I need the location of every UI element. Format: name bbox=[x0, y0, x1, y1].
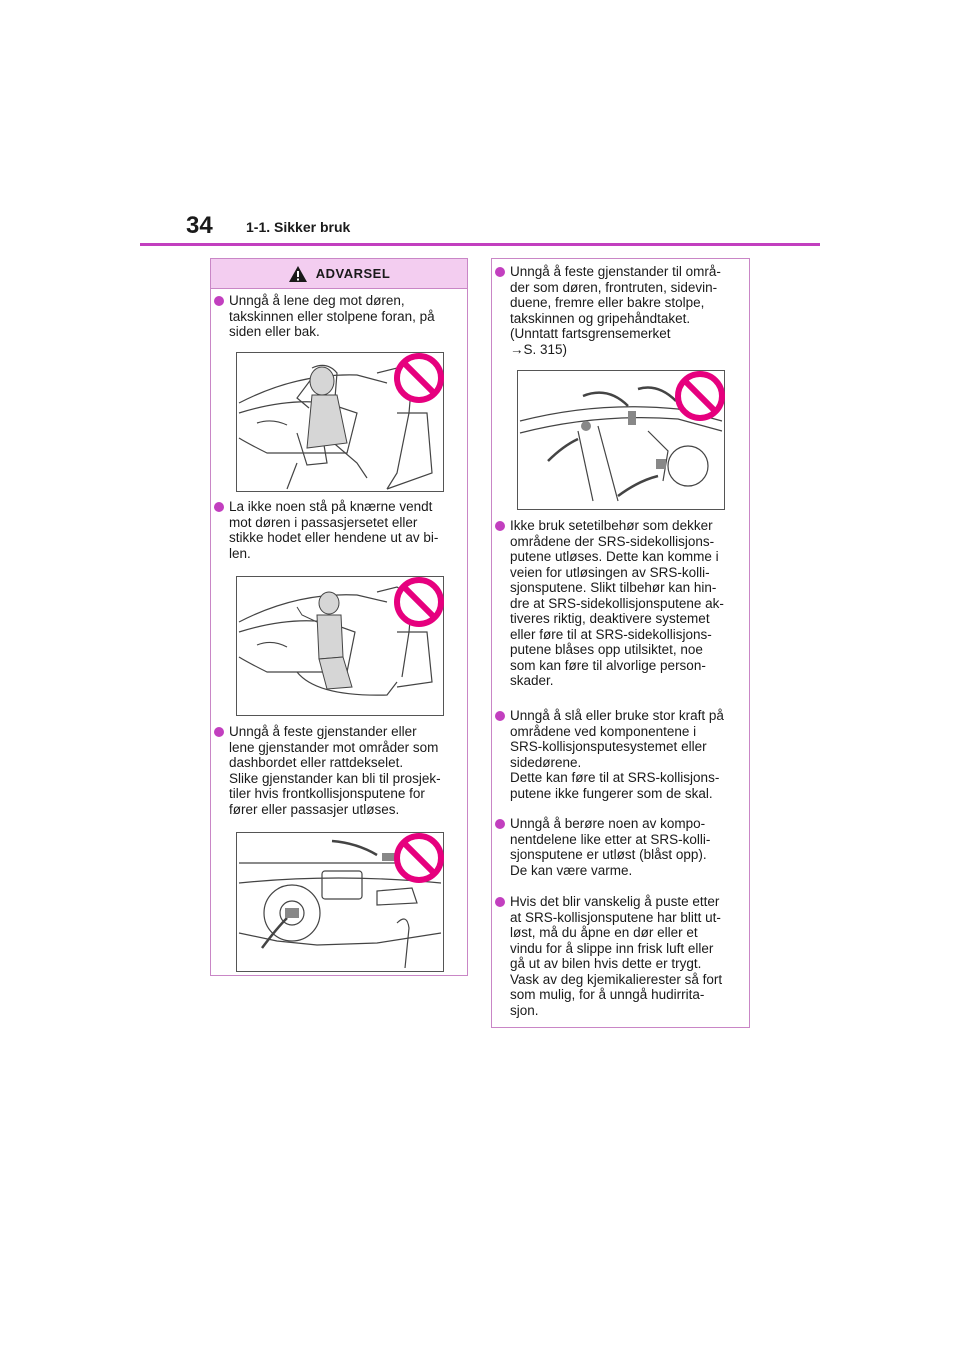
item-text: Unngå å lene deg mot døren, takskinnen eller stolpene foran, på siden eller bak. bbox=[229, 293, 435, 339]
list-item bbox=[495, 894, 748, 1018]
item-text: Unngå å slå eller bruke stor kraft på områdene ved komponentene i SRS-kollisjonsputesystemet eller sidedørene. Dette kan føre til at SRS-kollisjons- putene ikke fungerer som de skal. bbox=[510, 708, 724, 801]
list-item bbox=[214, 293, 466, 340]
list-item bbox=[214, 724, 466, 817]
list-item bbox=[495, 816, 748, 878]
page-number: 34 bbox=[186, 212, 213, 239]
bullet-dot-icon bbox=[495, 267, 505, 277]
prohibition-icon bbox=[393, 576, 445, 628]
item-text: Unngå å feste gjenstander eller lene gjenstander mot områder som dashbordet eller rattdekselet. Slike gjenstander kan bli til prosjek- tiler hvis frontkollisjonsputene for fører eller passasjer utløses. bbox=[229, 724, 441, 817]
list-item bbox=[495, 708, 748, 801]
list-item bbox=[495, 518, 748, 689]
prohibition-icon bbox=[393, 352, 445, 404]
bullet-dot-icon bbox=[495, 897, 505, 907]
bullet-dot-icon bbox=[214, 727, 224, 737]
warning-triangle-icon bbox=[288, 265, 308, 283]
list-item bbox=[214, 499, 466, 561]
list-item bbox=[495, 264, 748, 357]
warning-header bbox=[211, 259, 467, 289]
section-title: 1-1. Sikker bruk bbox=[246, 219, 351, 235]
prohibition-icon bbox=[674, 370, 726, 422]
header-rule bbox=[140, 243, 820, 246]
bullet-dot-icon bbox=[214, 296, 224, 306]
item-text: Hvis det blir vanskelig å puste etter at SRS-kollisjonsputene har blitt ut- løst, må du åpne en dør eller et vindu for å slippe inn frisk luft eller gå ut av bilen hvis dette er trygt. Vask av deg kjemikalierester så fort som mulig, for å unngå hudirrita- sjon. bbox=[510, 894, 723, 1018]
bullet-dot-icon bbox=[495, 711, 505, 721]
bullet-dot-icon bbox=[495, 819, 505, 829]
prohibition-icon bbox=[393, 832, 445, 884]
item-text: Ikke bruk setetilbehør som dekker områdene der SRS-sidekollisjons- putene utløses. Dette kan komme i veien for utløsingen av SRS-kolli- sjonsputene. Slikt tilbehør kan hin- dre at SRS-sidekollisjonsputene ak- tiveres riktig, deaktivere systemet eller føre til at SRS-sidekollisjons- putene blåses opp utilsiktet, noe som kan føre til alvorlige person- skader. bbox=[510, 518, 724, 688]
item-text: La ikke noen stå på knærne vendt mot døren i passasjersetet eller stikke hodet eller hendene ut av bi- len. bbox=[229, 499, 439, 561]
bullet-dot-icon bbox=[495, 521, 505, 531]
bullet-dot-icon bbox=[214, 502, 224, 512]
item-text: Unngå å berøre noen av kompo- nentdelene like etter at SRS-kolli- sjonsputene er utløst (blåst opp). De kan være varme. bbox=[510, 816, 711, 878]
warning-label: ADVARSEL bbox=[315, 266, 391, 281]
item-text: Unngå å feste gjenstander til områ- der som døren, frontruten, sidevin- duene, fremre eller bakre stolpe, takskinnen og gripehåndtaket. (Unntatt fartsgrensemerket →S. 315) bbox=[510, 264, 721, 357]
